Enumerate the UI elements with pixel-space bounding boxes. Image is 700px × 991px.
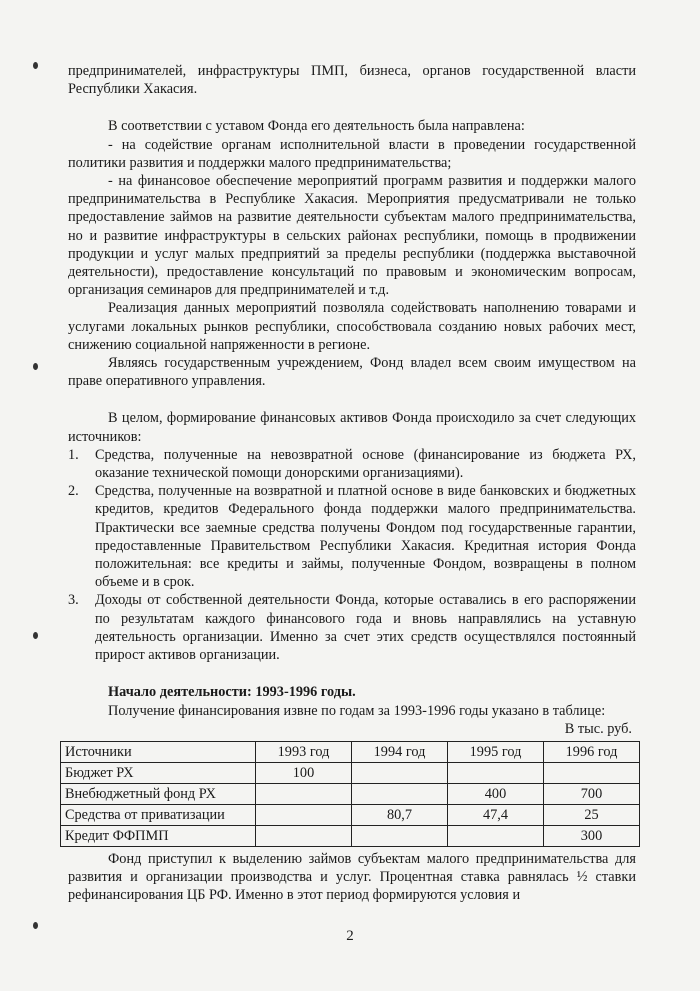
binder-hole-mark bbox=[33, 632, 38, 639]
list-item bbox=[68, 446, 636, 482]
table-cell: Кредит ФФПМП bbox=[61, 826, 256, 847]
table-cell bbox=[256, 805, 352, 826]
paragraph: Получение финансирования извне по годам за 1993-1996 годы указано в таблице: bbox=[108, 702, 606, 719]
table-cell bbox=[256, 784, 352, 805]
funding-table bbox=[60, 741, 640, 847]
paragraph: Являясь государственным учреждением, Фонд владел всем своим имуществом на праве оперативного управления. bbox=[68, 355, 636, 390]
section-heading: Начало деятельности: 1993-1996 годы. bbox=[108, 684, 356, 701]
table-cell bbox=[352, 784, 448, 805]
binder-hole-mark bbox=[33, 62, 38, 69]
table-cell: 80,7 bbox=[352, 805, 448, 826]
list-text: Средства, полученные на невозвратной основе (финансирование из бюджета РХ, оказание технической помощи донорскими организациями). bbox=[95, 446, 636, 482]
paragraph: - на финансовое обеспечение мероприятий программ развития и поддержки малого предпринимательства в Республике Хакасия. Мероприятия предусматривали не только предоставление займов на развитие деятельности субъектам малого предпринимательства, но и развитие инфраструктуры в сельских районах республики, помощь в продвижении продукции и услуг малых предприятий за пределы республики (поддержка выставочной деятельности), предоставление консультаций по правовым и экономическим вопросам, организация семинаров для предпринимателей и т.д. bbox=[68, 173, 636, 299]
table-row bbox=[61, 763, 640, 784]
table-unit: В тыс. руб. bbox=[564, 720, 632, 737]
paragraph: В соответствии с уставом Фонда его деятельность была направлена: bbox=[108, 118, 525, 135]
table-row bbox=[61, 805, 640, 826]
page-number: 2 bbox=[346, 928, 354, 944]
table-cell: 100 bbox=[256, 763, 352, 784]
binder-hole-mark bbox=[33, 363, 38, 370]
list-item bbox=[68, 591, 636, 664]
column-header: Источники bbox=[61, 742, 256, 763]
list-text: Доходы от собственной деятельности Фонда, которые оставались в его распоряжении по результатам каждого финансового года и вновь направлялись на уставную деятельность организации. Именно за счет этих средств осуществлялся постоянный прирост активов организации. bbox=[95, 592, 636, 664]
sources-list bbox=[68, 446, 636, 664]
list-number: 3. bbox=[68, 592, 79, 609]
column-header: 1995 год bbox=[448, 742, 544, 763]
list-text: Средства, полученные на возвратной и платной основе в виде банковских и бюджетных кредитов, кредитов Федерального фонда поддержки малого предпринимательства. Практически все заемные средства получены Фондом под государственные гарантии, предоставленные Правительством Республики Хакасия. Кредитная история Фонда положительная: все кредиты и займы, полученные Фондом, возвращены в полном объеме и в срок. bbox=[95, 483, 636, 591]
table-cell: 700 bbox=[544, 784, 640, 805]
table-cell: 400 bbox=[448, 784, 544, 805]
column-header: 1996 год bbox=[544, 742, 640, 763]
table-cell: Бюджет РХ bbox=[61, 763, 256, 784]
table-cell: 47,4 bbox=[448, 805, 544, 826]
paragraph: предпринимателей, инфраструктуры ПМП, бизнеса, органов государственной власти Республики Хакасия. bbox=[68, 63, 636, 98]
table-cell bbox=[352, 763, 448, 784]
column-header: 1993 год bbox=[256, 742, 352, 763]
body-text bbox=[68, 62, 636, 738]
table-row bbox=[61, 826, 640, 847]
table-cell: Средства от приватизации bbox=[61, 805, 256, 826]
table-cell bbox=[256, 826, 352, 847]
table-header-row bbox=[61, 742, 640, 763]
body-text-continued bbox=[68, 850, 636, 905]
paragraph: Реализация данных мероприятий позволяла содействовать наполнению товарами и услугами локальных рынков республики, способствовала созданию новых рабочих мест, снижению социальной напряженности в регионе. bbox=[68, 300, 636, 353]
paragraph: - на содействие органам исполнительной власти в проведении государственной политики развития и поддержки малого предпринимательства; bbox=[68, 136, 636, 171]
table-cell bbox=[448, 763, 544, 784]
column-header: 1994 год bbox=[352, 742, 448, 763]
table-cell bbox=[448, 826, 544, 847]
list-number: 2. bbox=[68, 483, 79, 500]
table-cell bbox=[352, 826, 448, 847]
table-row bbox=[61, 784, 640, 805]
list-item bbox=[68, 482, 636, 591]
table-cell: Внебюджетный фонд РХ bbox=[61, 784, 256, 805]
table-cell: 25 bbox=[544, 805, 640, 826]
paragraph: Фонд приступил к выделению займов субъектам малого предпринимательства для развития и организации производства и услуг. Процентная ставка равнялась ½ ставки рефинансирования ЦБ РФ. Именно в этот период формируются условия и bbox=[68, 851, 636, 904]
table-cell bbox=[544, 763, 640, 784]
paragraph: В целом, формирование финансовых активов Фонда происходило за счет следующих источников: bbox=[68, 410, 636, 445]
table-cell: 300 bbox=[544, 826, 640, 847]
list-number: 1. bbox=[68, 446, 79, 463]
